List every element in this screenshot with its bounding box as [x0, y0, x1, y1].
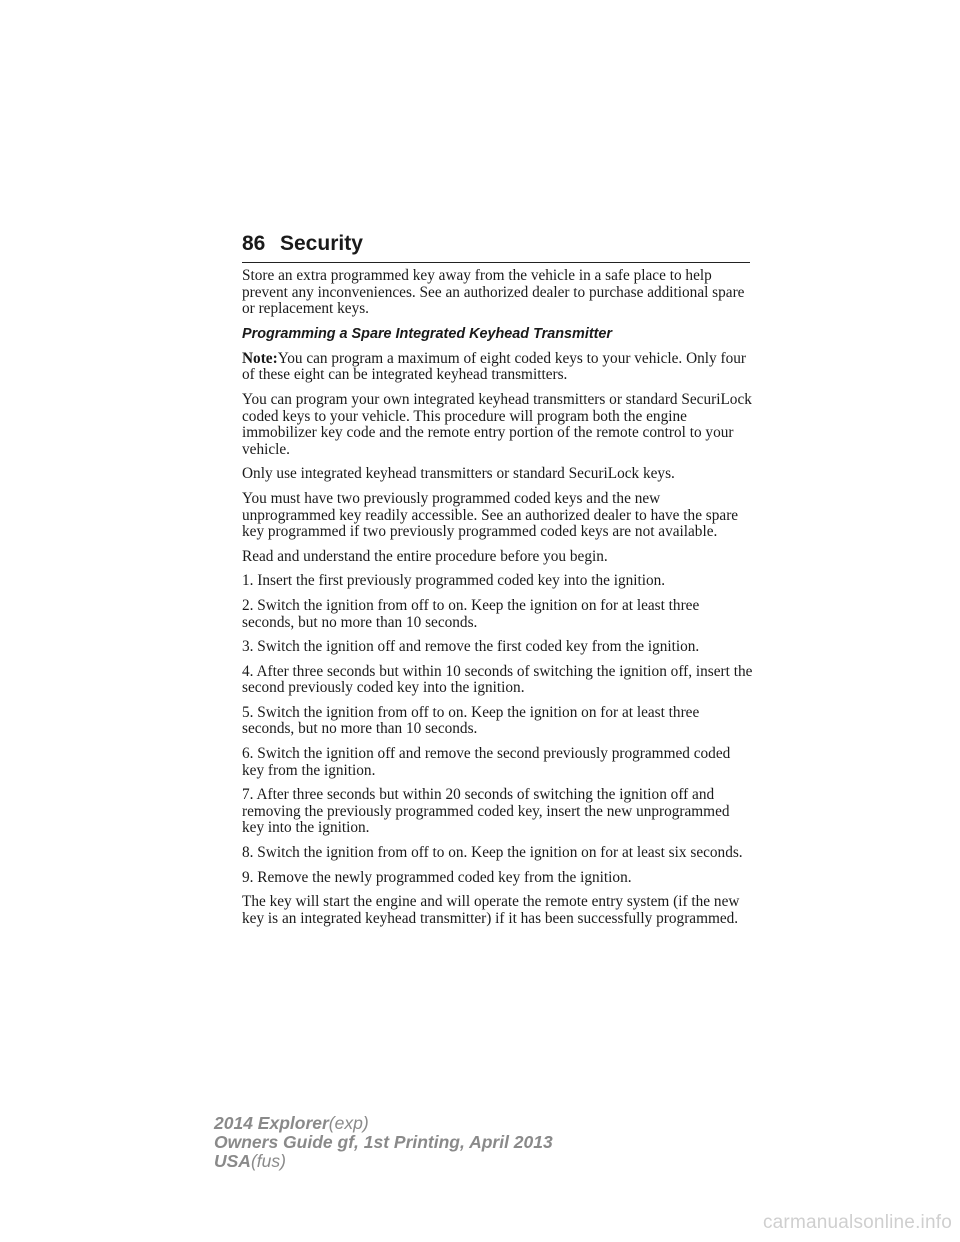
intro-paragraph: Store an extra programmed key away from the vehicle in a safe place to help prevent any inconveniences. See an authorized dealer to purchase additional spare or replacement keys. [242, 267, 745, 318]
note-text: You can program a maximum of eight coded keys to your vehicle. Only four of these eight can be integrated keyhead transmitters. [242, 349, 746, 384]
step-4: 4. After three seconds but within 10 seconds of switching the ignition off, insert the second previously coded key into the ignition. [242, 662, 753, 697]
paragraph-read-procedure: Read and understand the entire procedure before you begin. [242, 547, 608, 565]
step-9: 9. Remove the newly programmed coded key from the ignition. [242, 868, 632, 886]
page-content [242, 268, 754, 935]
watermark: carmanualsonline.info [762, 1212, 952, 1233]
footer-line-2: Owners Guide gf, 1st Printing, April 2013 [214, 1132, 553, 1152]
step-2: 2. Switch the ignition from off to on. Keep the ignition on for at least three seconds, but no more than 10 seconds. [242, 596, 700, 631]
footer-model-code: (exp) [328, 1113, 369, 1133]
closing-paragraph: The key will start the engine and will operate the remote entry system (if the new key is an integrated keyhead transmitter) if it has been successfully programmed. [242, 893, 740, 927]
footer-line-1 [214, 1114, 553, 1133]
subheading: Programming a Spare Integrated Keyhead Transmitter [242, 325, 613, 342]
footer-region-code: (fus) [250, 1151, 286, 1171]
footer-line-3 [214, 1152, 553, 1171]
section-title: Security [280, 232, 363, 255]
paragraph-requirements: You must have two previously programmed coded keys and the new unprogrammed key readily accessible. See an authorized dealer to have the spare key programmed if two previously programmed coded keys are not available. [242, 489, 739, 541]
step-7: 7. After three seconds but within 20 seconds of switching the ignition off and removing the previously programmed coded key, insert the new unprogrammed key into the ignition. [242, 786, 730, 837]
document-footer [214, 1114, 553, 1171]
paragraph-program-own: You can program your own integrated keyhead transmitters or standard SecuriLock coded keys to your vehicle. This procedure will program both the engine immobilizer key code and the remote entry portion of the remote control to your vehicle. [242, 390, 752, 458]
page-header [242, 230, 750, 263]
page-number: 86 [242, 232, 266, 255]
footer-model: 2014 Explorer [214, 1113, 329, 1133]
footer-region: USA [214, 1151, 251, 1171]
step-8: 8. Switch the ignition from off to on. Keep the ignition on for at least six seconds. [242, 844, 743, 862]
step-1: 1. Insert the first previously programmed coded key into the ignition. [242, 572, 666, 590]
step-5: 5. Switch the ignition from off to on. Keep the ignition on for at least three seconds, but no more than 10 seconds. [242, 703, 700, 738]
note-paragraph [242, 351, 754, 384]
paragraph-only-use: Only use integrated keyhead transmitters or standard SecuriLock keys. [242, 465, 675, 483]
step-3: 3. Switch the ignition off and remove the first coded key from the ignition. [242, 638, 700, 656]
note-label: Note: [242, 349, 278, 367]
step-6: 6. Switch the ignition off and remove the second previously programmed coded key from the ignition. [242, 745, 731, 779]
